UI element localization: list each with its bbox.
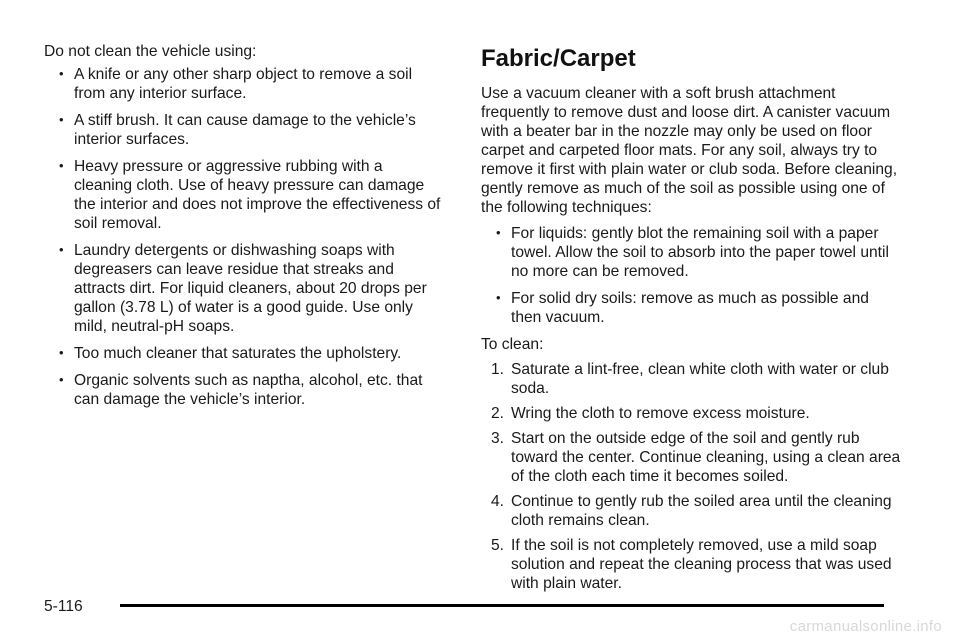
list-item xyxy=(44,241,444,336)
footer-divider xyxy=(120,604,884,607)
step-text: Saturate a lint-free, clean white cloth with water or club soda. xyxy=(511,361,889,397)
list-item xyxy=(44,111,444,149)
bullet-icon: • xyxy=(59,158,64,173)
list-item xyxy=(481,224,901,281)
bullet-icon: • xyxy=(59,112,64,127)
bullet-text: Laundry detergents or dishwashing soaps with degreasers can leave residue that streaks and attracts dirt. For liquid cleaners, about 20 drops per gallon (3.78 L) of water is a good guide. Use only mild, neutral-pH soaps. xyxy=(74,242,427,335)
step-item xyxy=(481,404,901,423)
step-item xyxy=(481,360,901,398)
list-item xyxy=(44,371,444,409)
bullet-text: For solid dry soils: remove as much as possible and then vacuum. xyxy=(511,290,869,326)
step-text: Start on the outside edge of the soil and gently rub toward the center. Continue cleaning, using a clean area of the cloth each time it becomes soiled. xyxy=(511,430,901,485)
section-heading: Fabric/Carpet xyxy=(481,45,636,72)
to-clean-label: To clean: xyxy=(481,336,544,353)
left-column xyxy=(44,42,444,417)
step-item xyxy=(481,536,901,593)
list-item xyxy=(44,65,444,103)
step-item xyxy=(481,429,901,486)
bullet-text: A knife or any other sharp object to remove a soil from any interior surface. xyxy=(74,66,413,102)
bullet-text: Organic solvents such as naptha, alcohol, etc. that can damage the vehicle’s interior. xyxy=(74,372,423,408)
step-number: 2. xyxy=(491,405,505,422)
do-not-clean-list xyxy=(44,65,444,409)
bullet-text: For liquids: gently blot the remaining soil with a paper towel. Allow the soil to absorb into the paper towel until no more can be removed. xyxy=(511,225,889,280)
page-number: 5-116 xyxy=(44,598,83,615)
step-text: Wring the cloth to remove excess moisture. xyxy=(511,405,810,422)
list-item xyxy=(44,157,444,233)
bullet-icon: • xyxy=(59,345,64,360)
bullet-icon: • xyxy=(59,66,64,81)
step-number: 4. xyxy=(491,493,505,510)
step-text: Continue to gently rub the soiled area until the cleaning cloth remains clean. xyxy=(511,493,892,529)
intro-paragraph: Use a vacuum cleaner with a soft brush attachment frequently to remove dust and loose dirt. A canister vacuum with a beater bar in the nozzle may only be used on floor carpet and carpeted floor mats. For any soil, always try to remove it first with plain water or club soda. Before cleaning, gently remove as much of the soil as possible using one of the following techniques: xyxy=(481,85,898,216)
list-item xyxy=(44,344,444,363)
step-number: 3. xyxy=(491,430,505,447)
watermark: carmanualsonline.info xyxy=(789,618,942,635)
bullet-text: Too much cleaner that saturates the upholstery. xyxy=(74,345,402,362)
cleaning-steps xyxy=(481,360,901,593)
intro-text: Do not clean the vehicle using: xyxy=(44,43,257,60)
bullet-text: A stiff brush. It can cause damage to the vehicle’s interior surfaces. xyxy=(74,112,416,148)
step-number: 5. xyxy=(491,537,505,554)
step-number: 1. xyxy=(491,361,505,378)
technique-list xyxy=(481,224,901,327)
list-item xyxy=(481,289,901,327)
step-item xyxy=(481,492,901,530)
bullet-text: Heavy pressure or aggressive rubbing with a cleaning cloth. Use of heavy pressure can damage the interior and does not improve the effectiveness of soil removal. xyxy=(74,158,441,232)
bullet-icon: • xyxy=(496,290,501,305)
right-column xyxy=(481,42,901,599)
bullet-icon: • xyxy=(59,372,64,387)
bullet-icon: • xyxy=(496,225,501,240)
step-text: If the soil is not completely removed, use a mild soap solution and repeat the cleaning process that was used with plain water. xyxy=(511,537,892,592)
bullet-icon: • xyxy=(59,242,64,257)
